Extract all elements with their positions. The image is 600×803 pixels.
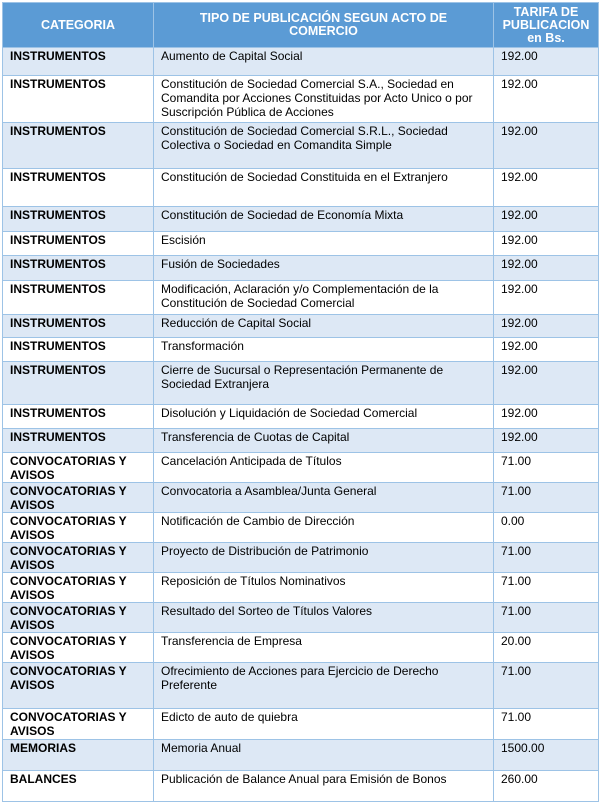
- row-publication-type-cell: Cancelación Anticipada de Títulos: [154, 453, 494, 483]
- row-publication-type-cell: Resultado del Sorteo de Títulos Valores: [154, 603, 494, 633]
- row-publication-type-cell: Constitución de Sociedad Constituida en el Extranjero: [154, 169, 494, 207]
- table-row: [3, 169, 599, 207]
- row-publication-type-cell: Convocatoria a Asamblea/Junta General: [154, 483, 494, 513]
- table-row: [3, 362, 599, 405]
- row-category-cell: INSTRUMENTOS: [3, 256, 154, 281]
- table-row: [3, 281, 599, 315]
- row-fee-cell: 192.00: [494, 405, 599, 429]
- row-publication-type-cell: Ofrecimiento de Acciones para Ejercicio de Derecho Preferente: [154, 663, 494, 709]
- row-publication-type-cell: Constitución de Sociedad de Economía Mixta: [154, 207, 494, 232]
- row-fee-cell: 192.00: [494, 123, 599, 169]
- table-row: [3, 543, 599, 573]
- row-fee-cell: 71.00: [494, 663, 599, 709]
- row-publication-type-cell: Constitución de Sociedad Comercial S.A., Sociedad en Comandita por Acciones Constituidas por Acto Unico o por Suscripción Pública de Acciones: [154, 76, 494, 123]
- row-fee-cell: 71.00: [494, 453, 599, 483]
- row-category-cell: INSTRUMENTOS: [3, 315, 154, 338]
- table-row: [3, 48, 599, 76]
- table-row: [3, 453, 599, 483]
- row-category-cell: INSTRUMENTOS: [3, 207, 154, 232]
- row-category-cell: INSTRUMENTOS: [3, 338, 154, 362]
- row-category-cell: CONVOCATORIAS Y AVISOS: [3, 453, 154, 483]
- row-publication-type-cell: Escisión: [154, 232, 494, 256]
- row-publication-type-cell: Transferencia de Empresa: [154, 633, 494, 663]
- row-category-cell: BALANCES: [3, 771, 154, 802]
- row-category-cell: INSTRUMENTOS: [3, 48, 154, 76]
- row-category-cell: INSTRUMENTOS: [3, 76, 154, 123]
- row-fee-cell: 192.00: [494, 281, 599, 315]
- row-category-cell: CONVOCATORIAS Y AVISOS: [3, 663, 154, 709]
- row-fee-cell: 71.00: [494, 603, 599, 633]
- row-category-cell: INSTRUMENTOS: [3, 123, 154, 169]
- row-category-cell: INSTRUMENTOS: [3, 429, 154, 453]
- row-category-cell: MEMORIAS: [3, 740, 154, 771]
- row-publication-type-cell: Reducción de Capital Social: [154, 315, 494, 338]
- table-row: [3, 256, 599, 281]
- row-category-cell: INSTRUMENTOS: [3, 405, 154, 429]
- header-fee: TARIFA DE PUBLICACION en Bs.: [494, 3, 599, 48]
- row-publication-type-cell: Fusión de Sociedades: [154, 256, 494, 281]
- row-publication-type-cell: Edicto de auto de quiebra: [154, 709, 494, 740]
- table-row: [3, 513, 599, 543]
- row-category-cell: CONVOCATORIAS Y AVISOS: [3, 483, 154, 513]
- table-row: [3, 405, 599, 429]
- row-publication-type-cell: Memoria Anual: [154, 740, 494, 771]
- row-category-cell: INSTRUMENTOS: [3, 232, 154, 256]
- row-fee-cell: 71.00: [494, 709, 599, 740]
- row-publication-type-cell: Disolución y Liquidación de Sociedad Comercial: [154, 405, 494, 429]
- row-category-cell: INSTRUMENTOS: [3, 169, 154, 207]
- row-fee-cell: 192.00: [494, 429, 599, 453]
- row-publication-type-cell: Aumento de Capital Social: [154, 48, 494, 76]
- row-fee-cell: 192.00: [494, 315, 599, 338]
- table-row: [3, 709, 599, 740]
- table-row: [3, 76, 599, 123]
- row-fee-cell: 192.00: [494, 232, 599, 256]
- table-row: [3, 232, 599, 256]
- row-publication-type-cell: Proyecto de Distribución de Patrimonio: [154, 543, 494, 573]
- table-row: [3, 429, 599, 453]
- table-row: [3, 573, 599, 603]
- header-publication-type: TIPO DE PUBLICACIÓN SEGUN ACTO DE COMERCIO: [154, 3, 494, 48]
- row-publication-type-cell: Reposición de Títulos Nominativos: [154, 573, 494, 603]
- row-fee-cell: 20.00: [494, 633, 599, 663]
- row-fee-cell: 0.00: [494, 513, 599, 543]
- row-fee-cell: 71.00: [494, 543, 599, 573]
- table-row: [3, 771, 599, 802]
- row-fee-cell: 192.00: [494, 362, 599, 405]
- row-category-cell: INSTRUMENTOS: [3, 362, 154, 405]
- row-fee-cell: 71.00: [494, 573, 599, 603]
- table-header-row: [3, 3, 599, 48]
- row-category-cell: CONVOCATORIAS Y AVISOS: [3, 603, 154, 633]
- table-row: [3, 633, 599, 663]
- table-row: [3, 740, 599, 771]
- row-fee-cell: 192.00: [494, 207, 599, 232]
- row-fee-cell: 71.00: [494, 483, 599, 513]
- table-row: [3, 603, 599, 633]
- row-publication-type-cell: Constitución de Sociedad Comercial S.R.L., Sociedad Colectiva o Sociedad en Comandita Simple: [154, 123, 494, 169]
- table-row: [3, 207, 599, 232]
- row-category-cell: CONVOCATORIAS Y AVISOS: [3, 513, 154, 543]
- row-publication-type-cell: Transformación: [154, 338, 494, 362]
- row-fee-cell: 192.00: [494, 256, 599, 281]
- row-category-cell: CONVOCATORIAS Y AVISOS: [3, 633, 154, 663]
- row-category-cell: CONVOCATORIAS Y AVISOS: [3, 709, 154, 740]
- header-category: CATEGORIA: [3, 3, 154, 48]
- row-fee-cell: 192.00: [494, 76, 599, 123]
- table-body: [3, 48, 599, 802]
- table-row: [3, 663, 599, 709]
- row-publication-type-cell: Publicación de Balance Anual para Emisión de Bonos: [154, 771, 494, 802]
- table-row: [3, 123, 599, 169]
- table-row: [3, 338, 599, 362]
- row-fee-cell: 192.00: [494, 48, 599, 76]
- row-category-cell: CONVOCATORIAS Y AVISOS: [3, 573, 154, 603]
- row-publication-type-cell: Transferencia de Cuotas de Capital: [154, 429, 494, 453]
- row-publication-type-cell: Cierre de Sucursal o Representación Permanente de Sociedad Extranjera: [154, 362, 494, 405]
- row-category-cell: INSTRUMENTOS: [3, 281, 154, 315]
- row-fee-cell: 192.00: [494, 169, 599, 207]
- row-fee-cell: 260.00: [494, 771, 599, 802]
- row-fee-cell: 192.00: [494, 338, 599, 362]
- tariff-table: [2, 2, 599, 802]
- table-row: [3, 315, 599, 338]
- row-publication-type-cell: Notificación de Cambio de Dirección: [154, 513, 494, 543]
- row-publication-type-cell: Modificación, Aclaración y/o Complementación de la Constitución de Sociedad Comercial: [154, 281, 494, 315]
- row-fee-cell: 1500.00: [494, 740, 599, 771]
- row-category-cell: CONVOCATORIAS Y AVISOS: [3, 543, 154, 573]
- table-row: [3, 483, 599, 513]
